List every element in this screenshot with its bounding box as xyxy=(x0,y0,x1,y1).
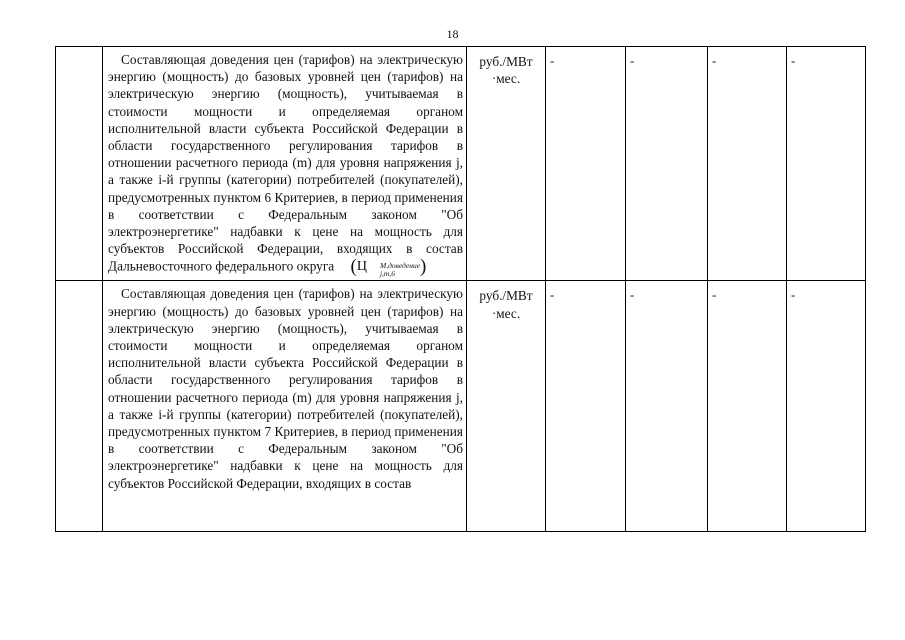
value-cell: - xyxy=(708,281,787,532)
value-cell: - xyxy=(546,281,626,532)
unit-cell xyxy=(467,281,546,532)
value-cell: - xyxy=(787,281,866,532)
description-cell xyxy=(103,47,467,281)
index-cell xyxy=(56,281,103,532)
unit-line-2: ·мес. xyxy=(491,71,521,87)
formula-subscript: j,m,6 xyxy=(379,269,395,279)
value-cell: - xyxy=(626,281,708,532)
value-cell: - xyxy=(787,47,866,281)
tariff-table xyxy=(55,46,866,532)
description-text: Составляющая доведения цен (тарифов) на электрическую энергию (мощность) до базовых уровней цен (тарифов) на электрическую энергию (мощность), учитываемая в стоимости мощности и определяемая органом исполнительной власти субъекта Российской Федерации в области государственного регулирования тарифов в отношении расчетного периода (m) для уровня напряжения j, а также i-й группы (категории) потребителей (покупателей), предусмотренных пунктом 6 Критериев, в период применения в соответствии с Федеральным законом "Об электроэнергетике" надбавки к цене на мощность для субъектов Российской Федерации, входящих в состав Дальневосточного федерального округа xyxy=(108,52,463,274)
unit-line-1: руб./МВт xyxy=(479,54,533,69)
value-cell: - xyxy=(626,47,708,281)
price-formula: (Ц М,доведение j,m,6 ) xyxy=(350,256,427,279)
index-cell xyxy=(56,47,103,281)
unit-line-1: руб./МВт xyxy=(479,288,533,304)
unit-line-2: ·мес. xyxy=(491,305,521,321)
formula-symbol: Ц xyxy=(356,259,367,275)
description-text: Составляющая доведения цен (тарифов) на электрическую энергию (мощность) до базовых уровней цен (тарифов) на электрическую энергию (мощность), учитываемая в стоимости мощности и определяемая органом исполнительной власти субъекта Российской Федерации в области государственного регулирования тарифов в отношении расчетного периода (m) для уровня напряжения j, а также i-й группы (категории) потребителей (покупателей), предусмотренных пунктом 7 Критериев, в период применения в соответствии с Федеральным законом "Об электроэнергетике" надбавки к цене на мощность для субъектов Российской Федерации, входящих в состав xyxy=(108,286,463,491)
table-row xyxy=(56,281,866,532)
page-number: 18 xyxy=(446,27,459,41)
description-cell xyxy=(103,281,467,532)
formula-superscript: М,доведение xyxy=(379,261,421,271)
value-cell: - xyxy=(546,47,626,281)
unit-cell xyxy=(467,47,546,281)
table-row xyxy=(56,47,866,281)
value-cell: - xyxy=(708,47,787,281)
